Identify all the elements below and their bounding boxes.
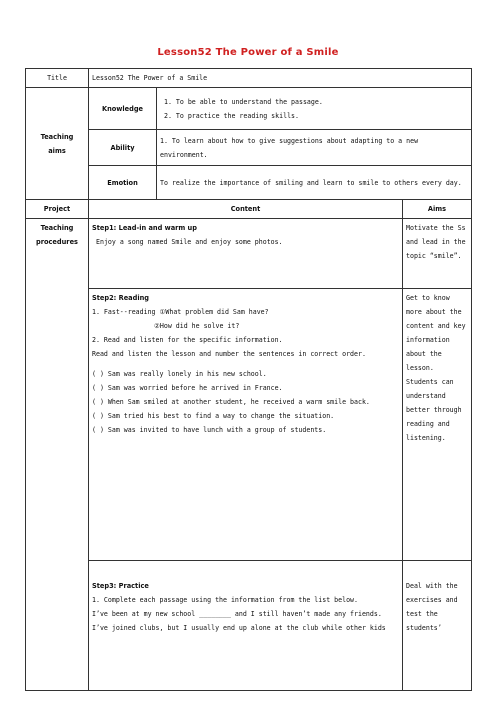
step1-title: Step1: Lead-in and warm up [92, 224, 197, 232]
title-value: Lesson52 The Power of a Smile [89, 69, 472, 88]
step2-line: ( ) When Sam smiled at another student, he received a warm smile back. [92, 398, 370, 406]
step2-aims: Get to know more about the content and key information about the lesson. Students can understand better through reading and listening. [403, 289, 472, 561]
step3-line: I’ve been at my new school ________ and I still haven’t made any friends. [92, 610, 382, 618]
step2-line: ( ) Sam was worried before he arrived in France. [92, 384, 283, 392]
step3-content [89, 561, 403, 691]
document-title: Lesson52 The Power of a Smile [157, 47, 339, 58]
step2-line: 1. Fast--reading ①What problem did Sam have? [92, 308, 269, 316]
emotion-content: To realize the importance of smiling and learn to smile to others every day. [157, 166, 472, 200]
knowledge-label: Knowledge [89, 88, 157, 130]
step1-row [26, 219, 472, 289]
step2-title: Step2: Reading [92, 294, 150, 302]
header-project: Project [26, 200, 89, 219]
step1-text: Enjoy a song named Smile and enjoy some photos. [96, 238, 283, 246]
title-row [26, 69, 472, 88]
step2-line: Read and listen the lesson and number the sentences in correct order. [92, 350, 366, 358]
emotion-row [26, 166, 472, 200]
step2-line: 2. Read and listen for the specific information. [92, 336, 283, 344]
ability-content: 1. To learn about how to give suggestions about adapting to a new environment. [157, 130, 472, 166]
step3-line: I’ve joined clubs, but I usually end up alone at the club while other kids [92, 624, 386, 632]
ability-label: Ability [89, 130, 157, 166]
step1-aims: Motivate the Ss and lead in the topic “smile”. [403, 219, 472, 289]
step3-title: Step3: Practice [92, 582, 149, 590]
knowledge-content [157, 88, 472, 130]
ability-row [26, 130, 472, 166]
step2-line: ( ) Sam was invited to have lunch with a group of students. [92, 426, 327, 434]
lesson-plan-table [25, 68, 472, 691]
step3-line: 1. Complete each passage using the information from the list below. [92, 596, 358, 604]
knowledge-row [26, 88, 472, 130]
step2-row [26, 289, 472, 561]
title-label: Title [26, 69, 89, 88]
header-row [26, 200, 472, 219]
knowledge-item: 1. To be able to understand the passage. [164, 97, 323, 106]
emotion-label: Emotion [89, 166, 157, 200]
teaching-procedures-label: Teaching procedures [26, 219, 89, 691]
step2-line: ( ) Sam was really lonely in his new school. [92, 370, 267, 378]
knowledge-item: 2. To practice the reading skills. [164, 111, 299, 120]
header-content: Content [89, 200, 403, 219]
header-aims: Aims [403, 200, 472, 219]
step3-row [26, 561, 472, 691]
teaching-aims-label: Teaching aims [26, 88, 89, 200]
step2-content [89, 289, 403, 561]
step2-line: ( ) Sam tried his best to find a way to change the situation. [92, 412, 335, 420]
step3-aims: Deal with the exercises and test the students’ [403, 561, 472, 691]
step2-line: ②How did he solve it? [154, 322, 240, 330]
step1-content [89, 219, 403, 289]
